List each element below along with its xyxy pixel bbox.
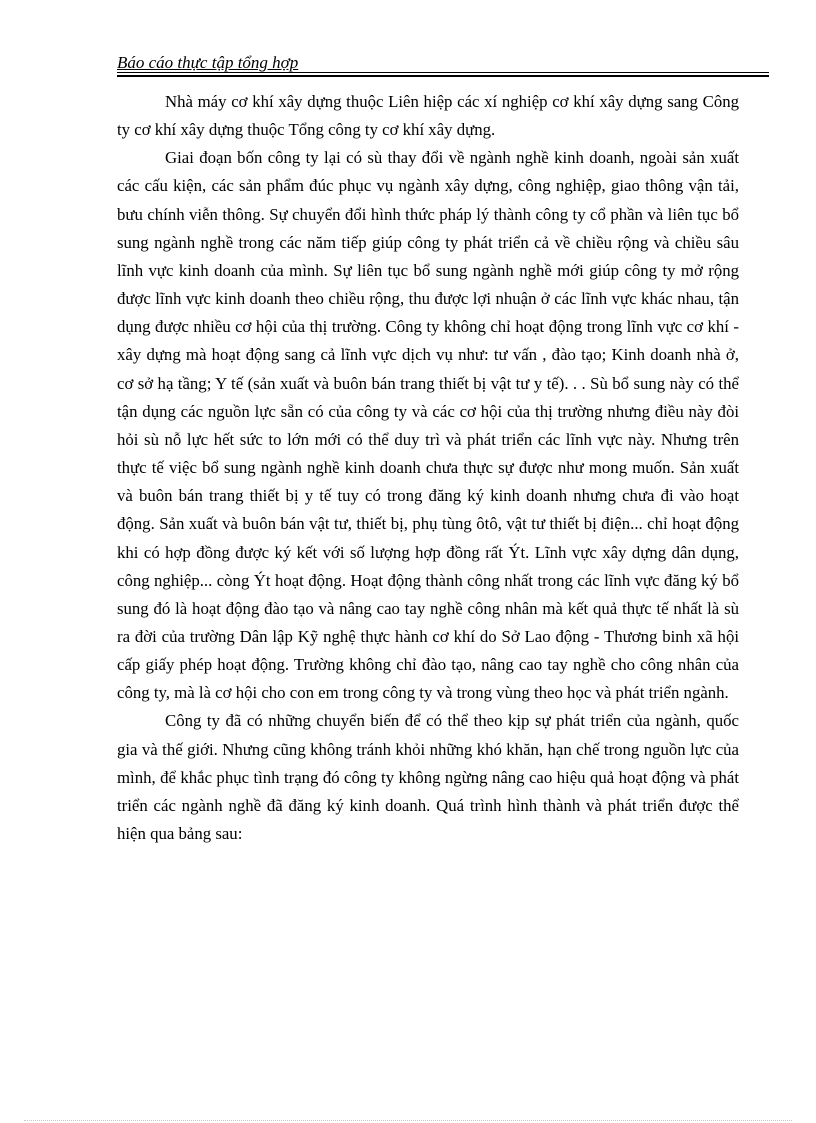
header-rule-thick	[117, 75, 769, 77]
page-header-title: Báo cáo thực tập tổng hợp	[117, 53, 299, 72]
paragraph-company-development: Công ty đã có những chuyển biến để có thể theo kịp sự phát triển của ngành, quốc gia và thế giới. Nhưng cũng không tránh khỏi những khó khăn, hạn chế trong nguồn lực của mình, để khắc phục tình trạng đó công ty không ngừng nâng cao hiệu quả hoạt động và phát triển các ngành nghề đã đăng ký kinh doanh. Quá trình hình thành và phát triển được thể hiện qua bảng sau:	[117, 711, 739, 844]
page-bottom-divider	[24, 1120, 792, 1121]
header-rule-thin	[117, 72, 769, 73]
paragraph-factory-transition: Nhà máy cơ khí xây dựng thuộc Liên hiệp các xí nghiệp cơ khí xây dựng sang Công ty cơ khí xây dựng thuộc Tổng công ty cơ khí xây dựng.	[117, 92, 739, 140]
paragraph-phase-four: Giai đoạn bốn công ty lại có sù thay đổi về ngành nghề kinh doanh, ngoài sản xuất các cấu kiện, các sản phẩm đúc phục vụ ngành xây dựng, công nghiệp, giao thông vận tải, bưu chính viễn thông. Sự chuyển đổi hình thức pháp lý thành công ty cổ phần và liên tục bổ sung ngành nghề trong các năm tiếp giúp công ty phát triển cả về chiều rộng và chiều sâu lĩnh vực kinh doanh của mình. Sự liên tục bổ sung ngành nghề mới giúp công ty mở rộng được lĩnh vực kinh doanh theo chiều rộng, thu được lợi nhuận ở các lĩnh vực khác nhau, tận dụng được nhiều cơ hội của thị trường. Công ty không chỉ hoạt động trong lĩnh vực cơ khí - xây dựng mà hoạt động sang cả lĩnh vực dịch vụ như: tư vấn , đào tạo; Kinh doanh nhà ở, cơ sở hạ tầng; Y tế (sản xuất và buôn bán trang thiết bị vật tư y tế). . . Sù bổ sung này có thể tận dụng các nguồn lực sẵn có của công ty và các cơ hội của thị trường nhưng điều này đòi hỏi sù nỗ lực hết sức to lớn mới có thể duy trì và phát triển các lĩnh vực này. Nhưng trên thực tế việc bổ sung ngành nghề kinh doanh chưa thực sự được như mong muốn. Sản xuất và buôn bán trang thiết bị y tế tuy có trong đăng ký kinh doanh nhưng chưa đi vào hoạt động. Sản xuất và buôn bán vật tư, thiết bị, phụ tùng ôtô, vật tư thiết bị điện... chỉ hoạt động khi có hợp đồng được ký kết với số lượng hợp đồng rất Ýt. Lĩnh vực xây dựng dân dụng, công nghiệp... còng Ýt hoạt động. Hoạt động thành công nhất trong các lĩnh vực đăng ký bổ sung đó là hoạt động đào tạo và nâng cao tay nghề công nhân mà kết quả thực tế nhất là sù ra đời của trường Dân lập Kỹ nghệ thực hành cơ khí do Sở Lao động - Thương binh xã hội cấp giấy phép hoạt động. Trường không chỉ đào tạo, nâng cao tay nghề cho công nhân của công ty, mà là cơ hội cho con em trong công ty và trong vùng theo học và phát triển ngành.	[117, 148, 739, 703]
document-body	[117, 88, 739, 848]
page-header	[117, 52, 769, 74]
